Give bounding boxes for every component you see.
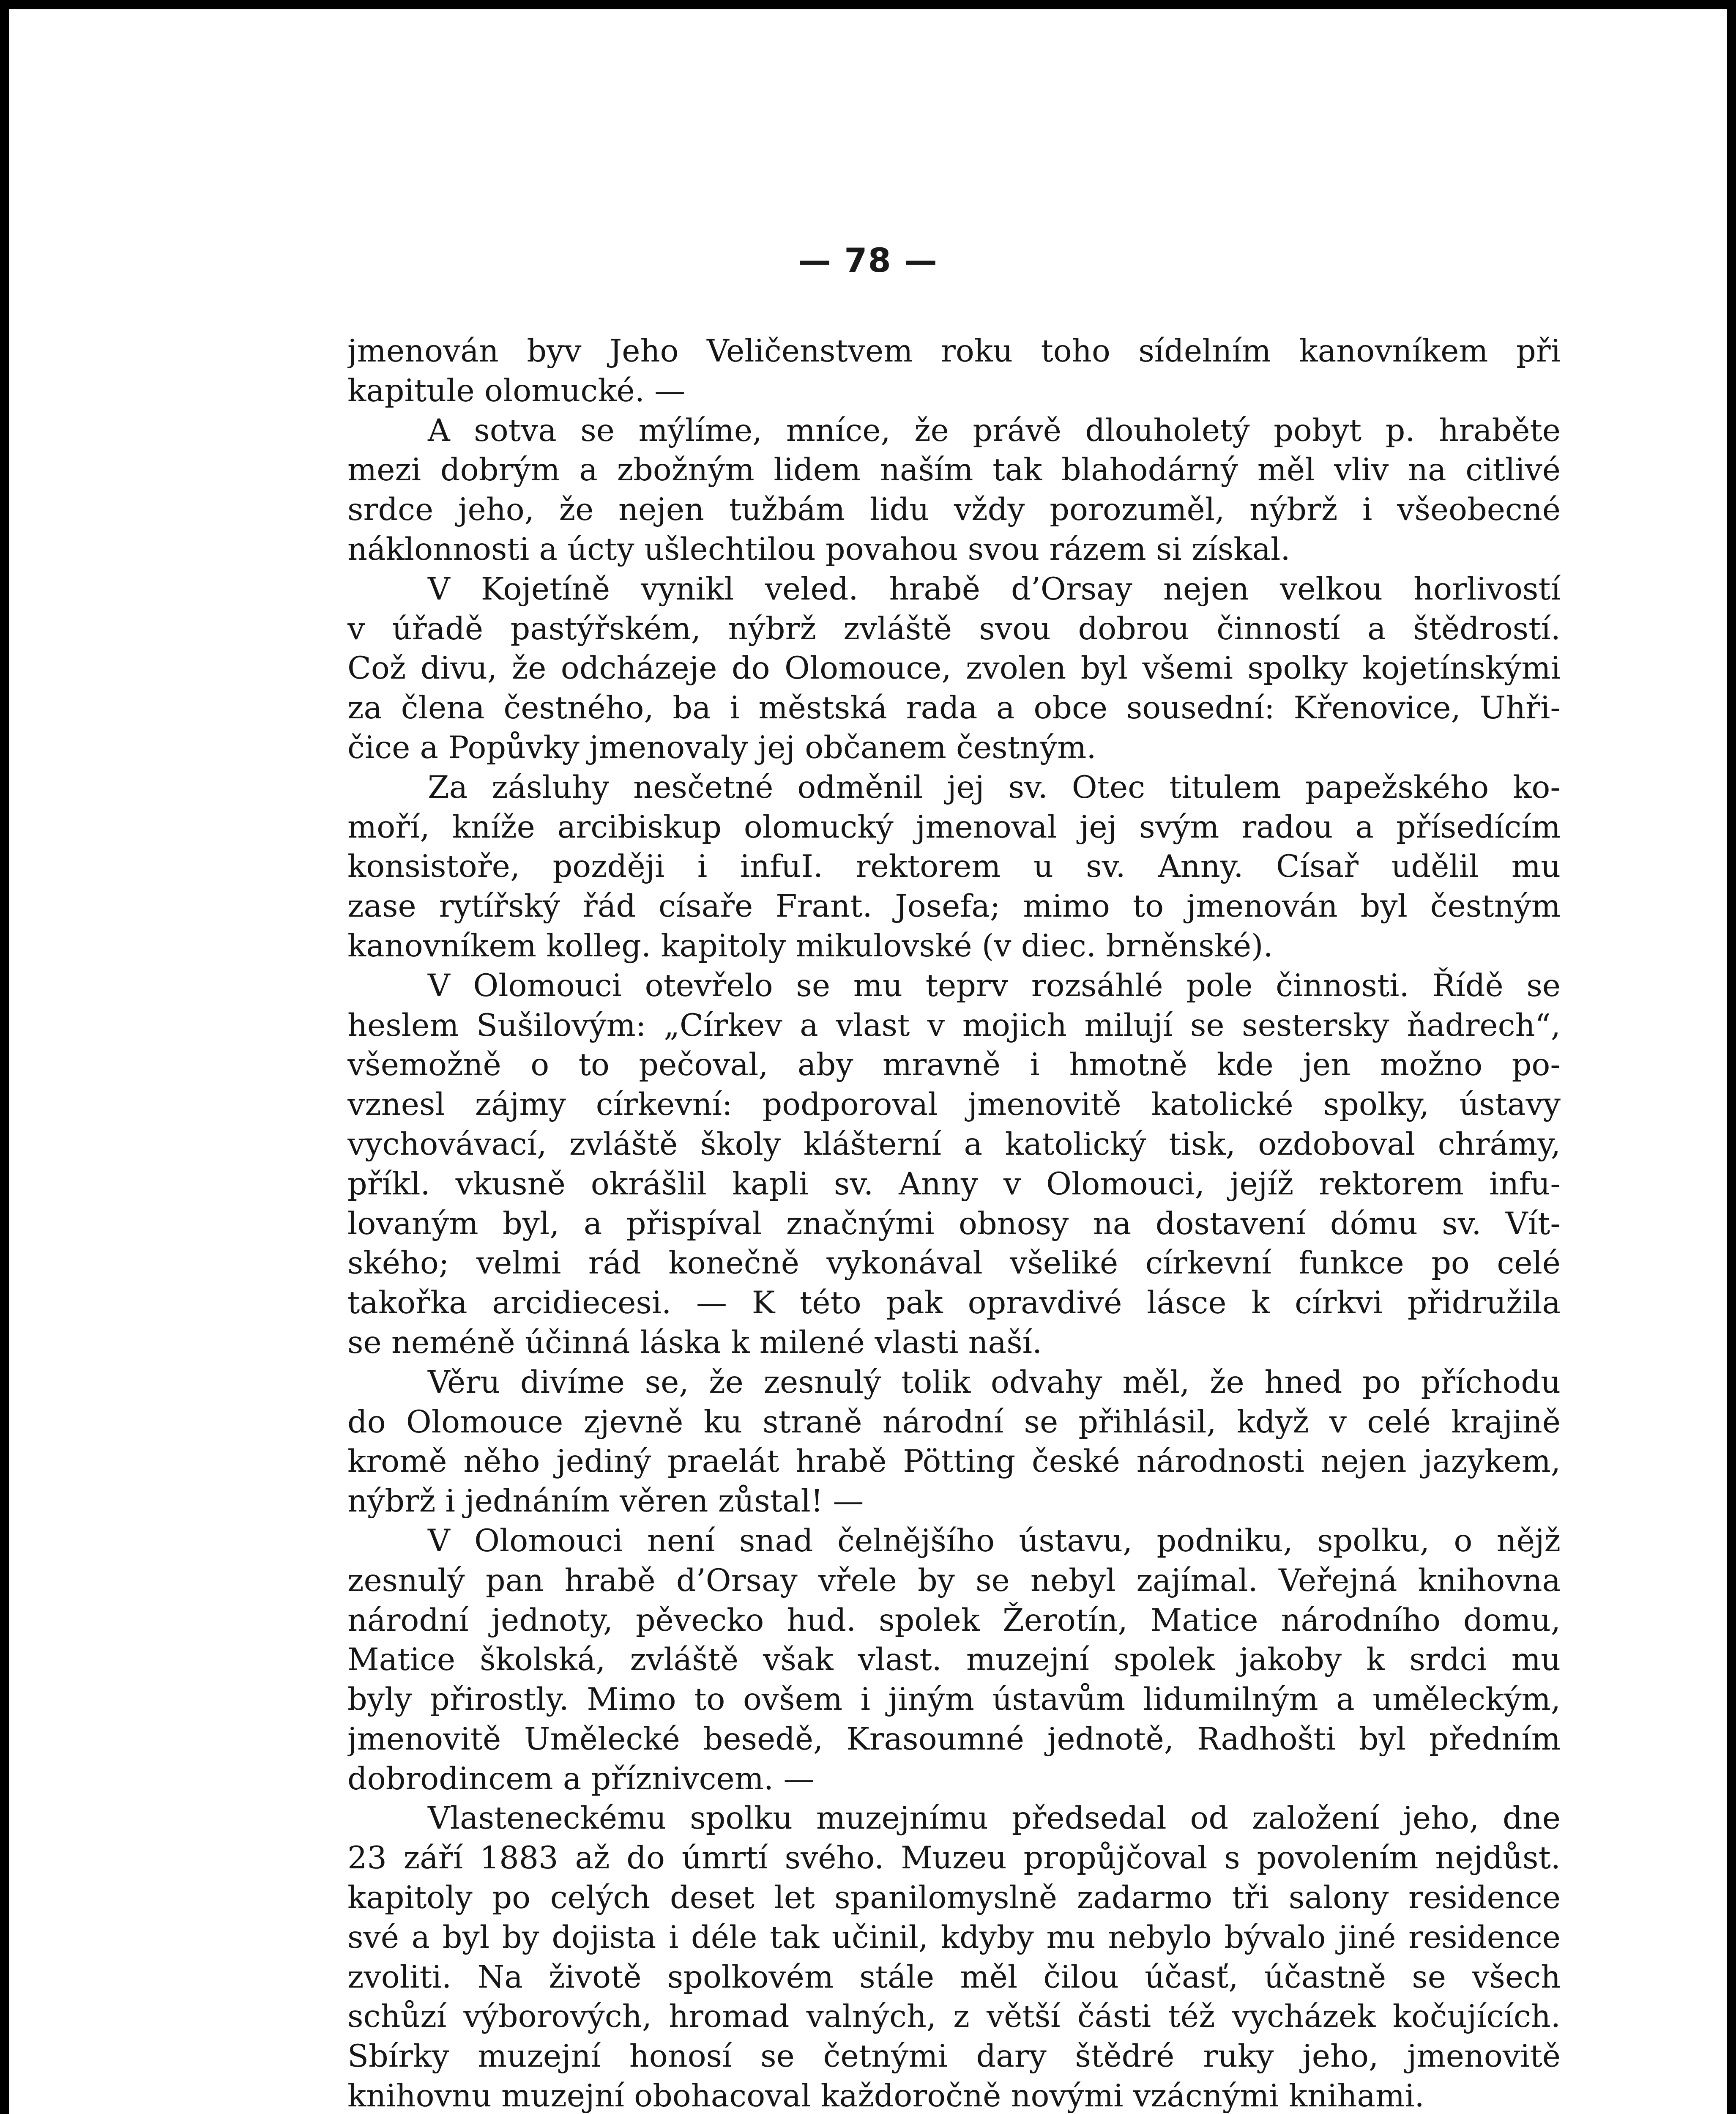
text-line: V Kojetíně vynikl veled. hrabě d’Orsay nejen velkou horlivostí [428, 571, 1561, 607]
text-line: A sotva se mýlíme, mníce, že právě dlouholetý pobyt p. hraběte [428, 412, 1561, 449]
text-line: kapitoly po celých deset let spanilomyslně zadarmo tři salony residence [347, 1880, 1561, 1916]
text-line: schůzí výborových, hromad valných, z větší části též vycházek kočujících. [347, 1999, 1561, 2035]
text-line: konsistoře, později i infuI. rektorem u sv. Anny. Císař udělil mu [347, 849, 1561, 885]
text-line: takořka arcidiecesi. — K této pak opravdivé lásce k církvi přidružila [347, 1285, 1561, 1321]
text-line: dobrodincem a příznivcem. — [347, 1761, 815, 1797]
text-line: V Olomouci otevřelo se mu teprv rozsáhlé pole činnosti. Řídě se [428, 967, 1561, 1004]
text-line: zesnulý pan hrabě d’Orsay vřele by se nebyl zajímal. Veřejná knihovna [347, 1562, 1561, 1599]
text-line: kapitule olomucké. — [347, 372, 686, 409]
text-line: mezi dobrým a zbožným lidem naším tak blahodárný měl vliv na citlivé [347, 452, 1561, 488]
text-line: do Olomouce zjevně ku straně národní se přihlásil, když v celé krajině [347, 1404, 1561, 1440]
text-line: kromě něho jediný praelát hrabě Pötting české národnosti nejen jazykem, [347, 1443, 1561, 1480]
text-line: zase rytířský řád císaře Frant. Josefa; mimo to jmenován byl čestným [347, 888, 1561, 925]
text-line: knihovnu muzejní obohacoval každoročně novými vzácnými knihami. [347, 2078, 1424, 2114]
text-line: Vlasteneckému spolku muzejnímu předsedal od založení jeho, dne [428, 1800, 1561, 1837]
text-line: vychovávací, zvláště školy klášterní a katolický tisk, ozdoboval chrámy, [347, 1126, 1561, 1162]
text-line: Za zásluhy nesčetné odměnil jej sv. Otec titulem papežského ko- [428, 769, 1561, 805]
text-line: lovaným byl, a přispíval značnými obnosy na dostavení dómu sv. Vít- [347, 1205, 1561, 1242]
text-line: jmenován byv Jeho Veličenstvem roku toho sídelním kanovníkem při [347, 333, 1561, 369]
page-number: — 78 — [798, 242, 938, 280]
text-line: nýbrž i jednáním věren zůstal! — [347, 1483, 864, 1520]
text-line: zvoliti. Na životě spolkovém stále měl čilou účasť, účastně se všech [347, 1959, 1561, 1995]
text-line: náklonnosti a úcty ušlechtilou povahou svou rázem si získal. [347, 531, 1290, 567]
text-line: se neméně účinná láska k milené vlasti naší. [347, 1324, 1042, 1361]
text-line: jmenovitě Umělecké besedě, Krasoumné jednotě, Radhošti byl předním [347, 1721, 1561, 1757]
text-line: V Olomouci není snad čelnějšího ústavu, podniku, spolku, o nějž [428, 1523, 1561, 1559]
text-line: Matice školská, zvláště však vlast. muzejní spolek jakoby k srdci mu [347, 1642, 1561, 1678]
text-line: Sbírky muzejní honosí se četnými dary štědré ruky jeho, jmenovitě [347, 2038, 1561, 2075]
text-line: své a byl by dojista i déle tak učinil, kdyby mu nebylo bývalo jiné residence [347, 1919, 1561, 1955]
body-text [347, 331, 1561, 2114]
text-line: národní jednoty, pěvecko hud. spolek Žerotín, Matice národního domu, [347, 1602, 1561, 1638]
text-line: příkl. vkusně okrášlil kapli sv. Anny v Olomouci, jejíž rektorem infu- [347, 1166, 1561, 1202]
text-line: Věru divíme se, že zesnulý tolik odvahy měl, že hned po příchodu [428, 1364, 1561, 1400]
text-line: čice a Popůvky jmenovaly jej občanem čestným. [347, 729, 1096, 766]
text-line: vznesl zájmy církevní: podporoval jmenovitě katolické spolky, ústavy [347, 1087, 1561, 1123]
text-line: Což divu, že odcházeje do Olomouce, zvolen byl všemi spolky kojetínskými [347, 650, 1561, 687]
text-line: za člena čestného, ba i městská rada a obce sousední: Křenovice, Uhři- [347, 690, 1561, 726]
text-line: 23 září 1883 až do úmrtí svého. Muzeu propůjčoval s povolením nejdůst. [347, 1840, 1561, 1876]
text-line: heslem Sušilovým: „Církev a vlast v mojich milují se sestersky ňadrech“, [347, 1007, 1561, 1043]
scanned-page [9, 9, 1727, 2114]
text-line: kanovníkem kolleg. kapitoly mikulovské (v diec. brněnské). [347, 928, 1273, 964]
text-line: srdce jeho, že nejen tužbám lidu vždy porozuměl, nýbrž i všeobecné [347, 492, 1561, 528]
text-line: moří, kníže arcibiskup olomucký jmenoval jej svým radou a přísedícím [347, 809, 1561, 845]
text-line: v úřadě pastýřském, nýbrž zvláště svou dobrou činností a štědrostí. [347, 611, 1561, 647]
text-line: všemožně o to pečoval, aby mravně i hmotně kde jen možno po- [347, 1047, 1561, 1083]
text-line: byly přirostly. Mimo to ovšem i jiným ústavům lidumilným a uměleckým, [347, 1681, 1561, 1718]
text-line: ského; velmi rád konečně vykonával všeliké církevní funkce po celé [347, 1245, 1561, 1282]
